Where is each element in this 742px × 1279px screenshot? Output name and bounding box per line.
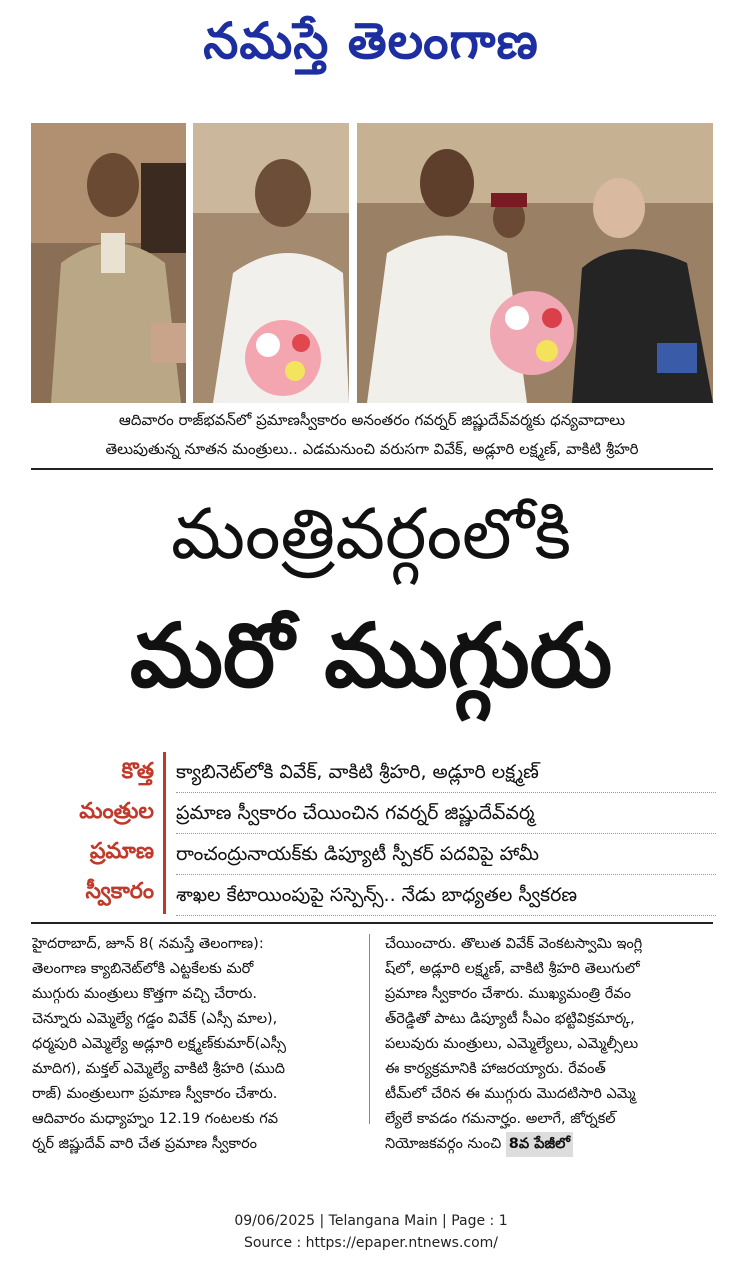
kicker-line: ప్రమాణ xyxy=(89,839,154,864)
footer-edition-info: 09/06/2025 | Telangana Main | Page : 1 xyxy=(234,1213,508,1229)
body-line: తెలంగాణ క్యాబినెట్‌లోకి ఎట్టకేలకు మరో xyxy=(32,961,254,977)
page-footer xyxy=(0,1210,742,1254)
body-line: ఆదివారం మధ్యాహ్నం 12.19 గంటలకు గవ xyxy=(32,1111,279,1127)
column-divider xyxy=(369,934,370,1124)
body-line: ర్నర్ జిష్ణుదేవ్ వారి చేత ప్రమాణ స్వీకారం xyxy=(32,1136,258,1152)
kicker xyxy=(32,752,154,914)
caption-line-2: తెలుపుతున్న నూతన మంత్రులు.. ఎడమనుంచి వరుసగా వివేక్, అడ్లూరి లక్ష్మణ్, వాకిటి శ్రీహరి xyxy=(105,440,639,458)
body-line: నియోజకవర్గం నుంచి xyxy=(385,1136,502,1152)
footer-source: Source : https://epaper.ntnews.com/ xyxy=(243,1235,499,1251)
deck-item: ప్రమాణ స్వీకారం చేయించిన గవర్నర్ జిష్ణుదేవ్‌వర్మ xyxy=(176,793,716,834)
body-line: ష్‌లో, అడ్లూరి లక్ష్మణ్, వాకిటి శ్రీహరి తెలుగులో xyxy=(385,961,640,977)
body-line: త్‌రెడ్డితో పాటు డిప్యూటీ సీఎం భట్టివిక్రమార్క, xyxy=(385,1011,635,1027)
deck-item: రాంచంద్రునాయక్‌కు డిప్యూటీ స్పీకర్ పదవిపై హామీ xyxy=(176,834,716,875)
photo-panel-adluri xyxy=(193,123,349,403)
body-line: ముగ్గురు మంత్రులు కొత్తగా వచ్చి చేరారు. xyxy=(32,986,257,1002)
body-column-2 xyxy=(385,932,715,1157)
kicker-line: స్వీకారం xyxy=(85,879,154,904)
continued-page-link[interactable]: 8వ పేజీలో xyxy=(506,1132,573,1157)
body-column-1 xyxy=(32,932,350,1157)
body-line: రాజ్) మంత్రులుగా ప్రమాణ స్వీకారం చేశారు. xyxy=(32,1086,278,1102)
body-line: హైదరాబాద్, జూన్ 8( నమస్తే తెలంగాణ): xyxy=(32,936,264,952)
deck-item: క్యాబినెట్‌లోకి వివేక్, వాకిటి శ్రీహరి, అడ్లూరి లక్ష్మణ్ xyxy=(176,752,716,793)
body-line: చెన్నూరు ఎమ్మెల్యే గడ్డం వివేక్ (ఎస్సీ మాల), xyxy=(32,1011,278,1027)
photo-panel-vivek xyxy=(31,123,186,403)
kicker-line: కొత్త xyxy=(121,759,154,784)
body-line: చేయించారు. తొలుత వివేక్ వెంకటస్వామి ఇంగ్లి xyxy=(385,936,643,952)
body-line-last xyxy=(385,1132,715,1157)
headline-line-1: మంత్రివర్గంలోకి xyxy=(171,493,571,575)
deck-list xyxy=(176,752,716,916)
body-line: పలువురు మంత్రులు, ఎమ్మెల్యేలు, ఎమ్మెల్సీలు xyxy=(385,1036,639,1052)
kicker-divider xyxy=(163,752,166,914)
kicker-line: మంత్రుల xyxy=(79,799,154,824)
body-line: ఈ కార్యక్రమానికి హాజరయ్యారు. రేవంత్ xyxy=(385,1061,606,1077)
deck-item: శాఖల కేటాయింపుపై సస్పెన్స్.. నేడు బాధ్యతల స్వీకరణ xyxy=(176,875,716,916)
news-photo xyxy=(31,123,713,403)
headline-line-2: మరో ముగ్గురు xyxy=(129,604,613,707)
masthead-title: నమస్తే తెలంగాణ xyxy=(203,12,539,70)
body-line: ధర్మపురి ఎమ్మెల్యే అడ్లూరి లక్ష్మణ్‌కుమార్(ఎస్సీ xyxy=(32,1036,287,1052)
body-line: ప్రమాణ స్వీకారం చేశారు. ముఖ్యమంత్రి రేవం xyxy=(385,986,632,1002)
caption-line-1: ఆదివారం రాజ్‌భవన్‌లో ప్రమాణస్వీకారం అనంతరం గవర్నర్ జిష్ణుదేవ్‌వర్మకు ధన్యవాదాలు xyxy=(118,411,626,429)
photo-caption xyxy=(31,406,713,470)
section-divider xyxy=(31,922,713,924)
body-line: ల్యేలే కావడం గమనార్హం. అలాగే, జోర్నకల్ xyxy=(385,1111,616,1127)
body-line: మాదిగ), మక్తల్ ఎమ్మెల్యే వాకిటి శ్రీహరి (ముది xyxy=(32,1061,286,1077)
body-line: టీమ్‌లో చేరిన ఈ ముగ్గురు మొదటిసారి ఎమ్మె xyxy=(385,1086,636,1102)
photo-panel-srihari-governor xyxy=(357,123,713,403)
